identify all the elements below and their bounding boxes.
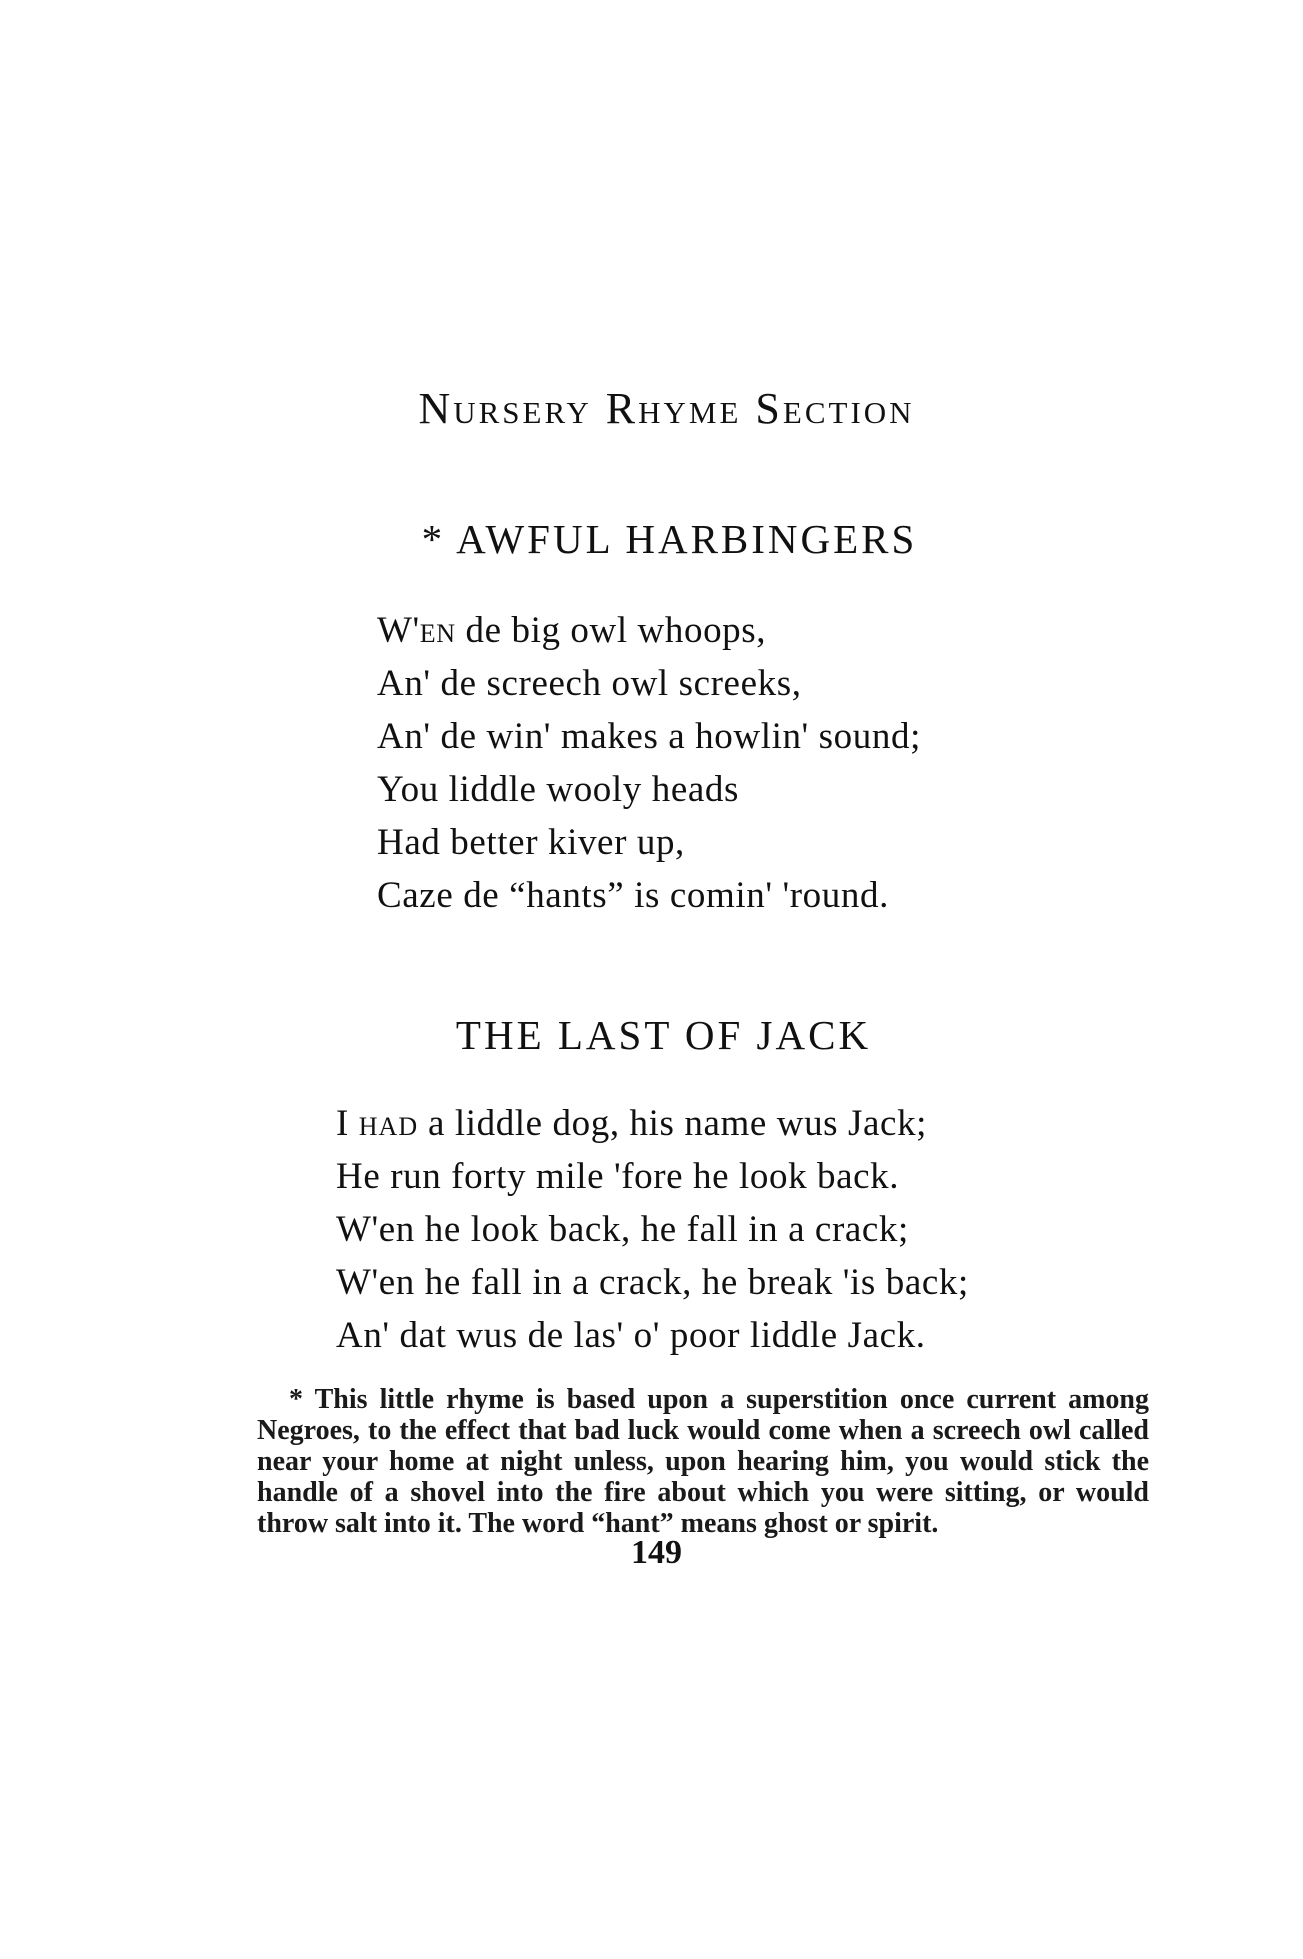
poem-line: You liddle wooly heads — [377, 769, 739, 810]
page-number: 149 — [631, 1534, 682, 1571]
poem-line: An' de screech owl screeks, — [377, 663, 802, 704]
poem-line — [336, 1097, 969, 1150]
poem-line: W'en he look back, he fall in a crack; — [336, 1209, 909, 1250]
poem-line-text: a liddle dog, his name wus Jack; — [418, 1103, 928, 1144]
section-title: Nursery Rhyme Section — [418, 384, 915, 433]
poem-line: An' dat wus de las' o' poor liddle Jack. — [336, 1315, 926, 1356]
poem-line-text: de big owl whoops, — [455, 610, 767, 651]
poem-last-of-jack — [336, 1097, 969, 1362]
poem-title-last-of-jack: THE LAST OF JACK — [455, 1012, 872, 1058]
poem-first-word-lead: I — [336, 1103, 349, 1144]
poem-line: An' de win' makes a howlin' sound; — [377, 716, 921, 757]
poem-first-word: W'en — [377, 610, 456, 651]
poem-first-word: HAD — [358, 1112, 419, 1141]
poem-line: He run forty mile 'fore he look back. — [336, 1156, 900, 1197]
poem-line — [377, 604, 921, 657]
poem-title-awful-harbingers: * AWFUL HARBINGERS — [421, 516, 918, 562]
footnote-text: * This little rhyme is based upon a superstition once current among Negroes, to the effect that bad luck would come when a screech owl called near your home at night unless, upon hearing him, you would stick the handle of a shovel into the fire about which you were sitting, or would throw salt into it. The word “hant” means ghost or spirit. — [257, 1384, 1149, 1539]
poem-line: Caze de “hants” is comin' 'round. — [377, 875, 889, 916]
poem-line: W'en he fall in a crack, he break 'is back; — [336, 1262, 969, 1303]
footnote — [257, 1384, 1149, 1539]
poem-line: Had better kiver up, — [377, 822, 685, 863]
poem-awful-harbingers — [377, 604, 921, 922]
